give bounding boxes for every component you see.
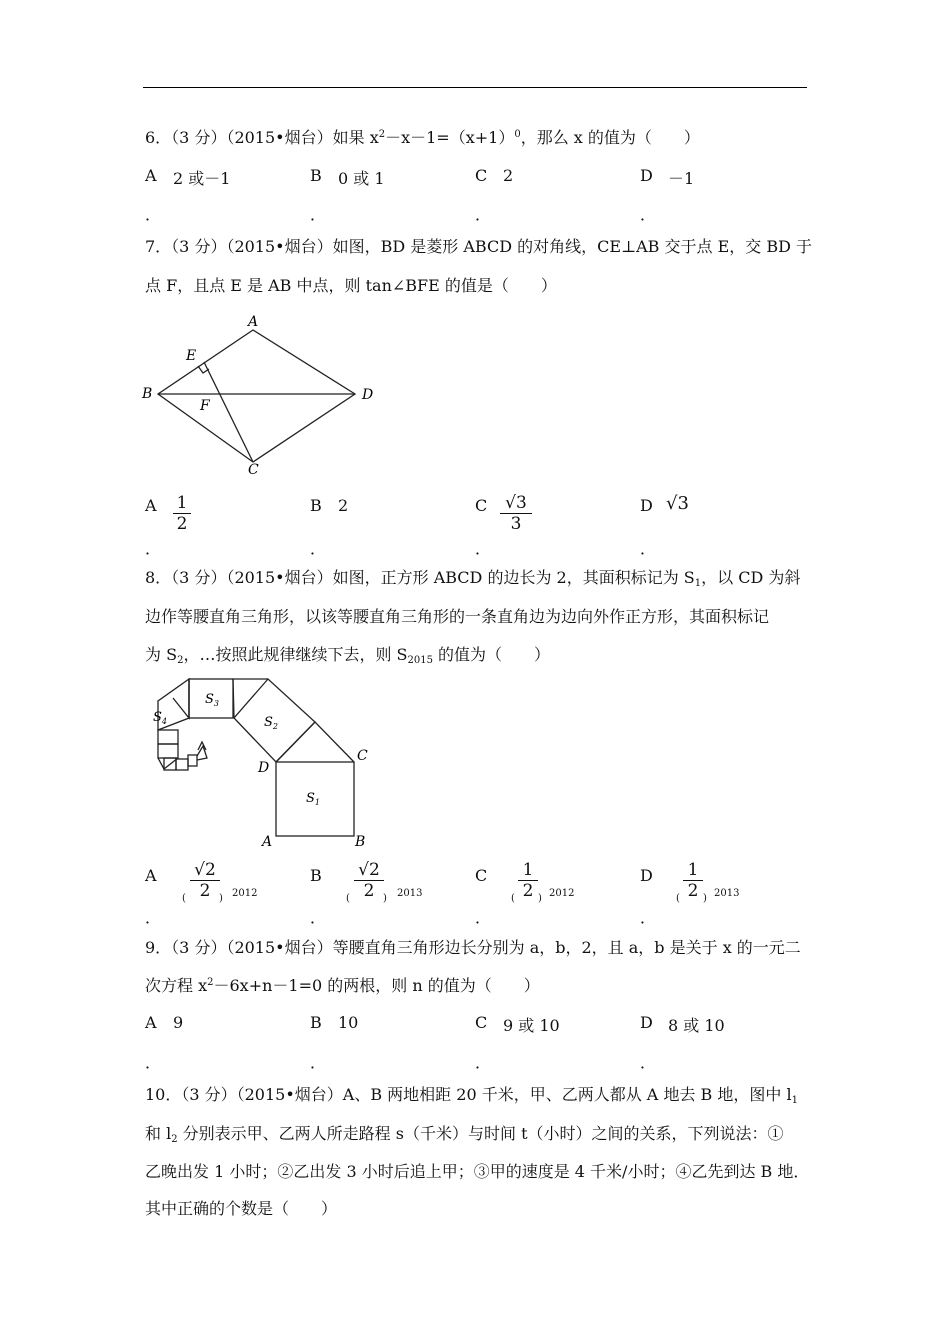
q8-option-d-letter: D	[640, 866, 653, 885]
q8-option-c-exp: 2012	[549, 888, 575, 899]
q7-dot-a: ．	[145, 539, 162, 558]
q7-option-a-den: 2	[176, 514, 188, 534]
q8-dot-d: ．	[640, 908, 657, 927]
q9-option-c-value: 9 或 10	[503, 1016, 560, 1035]
q8-option-c-num: 1	[522, 860, 534, 880]
q7-option-a-fraction	[173, 494, 191, 533]
q7-option-a-letter: A	[145, 496, 157, 515]
q6-option-b-letter: B	[310, 166, 322, 185]
q8-option-b-den: 2	[363, 881, 375, 901]
q8-option-b-paren-r: )	[383, 893, 387, 904]
q8-option-c-paren-l: (	[511, 893, 515, 904]
q8-option-a-letter: A	[145, 866, 157, 885]
q7-option-b-letter: B	[310, 496, 322, 515]
q8-option-c-den: 2	[522, 881, 534, 901]
q9-option-d-letter: D	[640, 1013, 653, 1032]
top-rule	[143, 87, 807, 88]
q9-dot-b: ．	[310, 1053, 327, 1072]
q8-option-a-num: √2	[194, 860, 216, 880]
q7-option-c-letter: C	[475, 496, 488, 515]
q10-stem-line3: 乙晚出发 1 小时；②乙出发 3 小时后追上甲；③甲的速度是 4 千米/小时；④乙先到达 B 地．	[145, 1162, 810, 1181]
q9-dot-d: ．	[640, 1053, 657, 1072]
q8-option-a-paren-l: (	[182, 893, 186, 904]
q6-dot-c: ．	[475, 205, 492, 224]
q6-option-a-letter: A	[145, 166, 157, 185]
q7-option-c-fraction	[500, 494, 532, 533]
q6-option-d-value: －1	[668, 169, 695, 188]
q8-label-s3: $S_3$	[205, 692, 219, 708]
q8-option-d-exp: 2013	[714, 888, 740, 899]
q8-option-b-fraction	[354, 861, 384, 900]
q9-option-b-letter: B	[310, 1013, 322, 1032]
q8-dot-a: ．	[145, 908, 162, 927]
q7-option-d-value: √3	[666, 493, 689, 514]
q7-label-b: B	[142, 386, 153, 402]
q8-option-c-fraction	[518, 861, 538, 900]
q9-option-b-value: 10	[338, 1013, 359, 1032]
q8-label-d: D	[258, 760, 270, 776]
q6-option-d-letter: D	[640, 166, 653, 185]
q8-option-d-paren-r: )	[703, 893, 707, 904]
q8-stem-line3: 为 $S_2$，…按照此规律继续下去，则 $S_{2015}$ 的值为（ ）	[145, 645, 551, 666]
q7-rhombus-figure	[140, 312, 380, 477]
q8-option-c-letter: C	[475, 866, 488, 885]
q9-option-a-value: 9	[173, 1013, 184, 1032]
q8-option-a-exp: 2012	[232, 888, 258, 899]
q6-option-b-value: 0 或 1	[338, 169, 385, 188]
q10-stem-line4: 其中正确的个数是（ ）	[145, 1199, 338, 1218]
q10-stem-line2: 和 $l_2$ 分别表示甲、乙两人所走路程 s（千米）与时间 t（小时）之间的关系，下列说法：①	[145, 1124, 784, 1145]
q8-label-c: C	[357, 748, 368, 764]
q7-stem-line2: 点 F，且点 E 是 AB 中点，则 tan∠BFE 的值是（ ）	[145, 276, 557, 295]
q9-stem-line2: 次方程 $x^2-6x+n-1=0$ 的两根，则 n 的值为（ ）	[145, 976, 540, 995]
q7-option-c-den: 3	[510, 514, 522, 534]
q6-option-a-value: 2 或－1	[173, 169, 231, 188]
q7-dot-c: ．	[475, 539, 492, 558]
q6-dot-d: ．	[640, 205, 657, 224]
q9-option-a-letter: A	[145, 1013, 157, 1032]
q8-label-b: B	[355, 834, 366, 850]
q6-dot-a: ．	[145, 205, 162, 224]
q8-stem-line1: 8．（3 分）（2015•烟台）如图，正方形 ABCD 的边长为 2，其面积标记为 $S_1$，以 CD 为斜	[145, 568, 801, 589]
q8-label-s2: $S_2$	[264, 715, 278, 731]
q8-label-s4: $S_4$	[153, 710, 167, 726]
q6-stem: 6．（3 分）（2015•烟台）如果 $x^2-x-1=(x+1)^0$，那么 x 的值为（ ）	[145, 128, 700, 147]
q8-option-d-paren-l: (	[676, 893, 680, 904]
q7-dot-b: ．	[310, 539, 327, 558]
q7-stem-line1: 7．（3 分）（2015•烟台）如图，BD 是菱形 ABCD 的对角线，CE⊥AB 交于点 E，交 BD 于	[145, 237, 813, 256]
q8-option-b-letter: B	[310, 866, 322, 885]
q7-label-a: A	[248, 314, 259, 330]
q8-option-d-fraction	[683, 861, 703, 900]
q7-option-a-num: 1	[176, 493, 188, 513]
q8-dot-b: ．	[310, 908, 327, 927]
q8-option-b-paren-l: (	[346, 893, 350, 904]
q10-stem-line1: 10．（3 分）（2015•烟台）A、B 两地相距 20 千米，甲、乙两人都从 A 地去 B 地，图中 $l_1$	[145, 1085, 798, 1106]
q9-option-d-value: 8 或 10	[668, 1016, 725, 1035]
q7-option-d-letter: D	[640, 496, 653, 515]
q8-squares-figure	[140, 674, 380, 850]
q8-option-b-num: √2	[358, 860, 380, 880]
q7-label-c: C	[248, 462, 259, 477]
q6-option-c-value: 2	[503, 166, 514, 185]
q8-stem-line2: 边作等腰直角三角形，以该等腰直角三角形的一条直角边为边向外作正方形，其面积标记	[145, 607, 770, 626]
q8-option-c-paren-r: )	[538, 893, 542, 904]
q8-option-b-exp: 2013	[397, 888, 423, 899]
q7-dot-d: ．	[640, 539, 657, 558]
q9-option-c-letter: C	[475, 1013, 488, 1032]
q8-option-a-den: 2	[199, 881, 211, 901]
q8-label-s1: $S_1$	[306, 791, 320, 807]
q6-option-c-letter: C	[475, 166, 488, 185]
q8-option-a-paren-r: )	[219, 893, 223, 904]
q9-dot-a: ．	[145, 1053, 162, 1072]
q8-option-d-den: 2	[687, 881, 699, 901]
q9-stem-line1: 9．（3 分）（2015•烟台）等腰直角三角形边长分别为 a，b，2，且 a，b 是关于 x 的一元二	[145, 938, 801, 957]
q7-label-d: D	[362, 387, 374, 403]
q6-dot-b: ．	[310, 205, 327, 224]
q9-dot-c: ．	[475, 1053, 492, 1072]
q7-option-c-num: √3	[505, 493, 527, 513]
q7-option-b-value: 2	[338, 496, 349, 515]
q7-label-e: E	[186, 348, 197, 364]
q8-label-a: A	[262, 834, 273, 850]
q8-option-d-num: 1	[687, 860, 699, 880]
q8-option-a-fraction	[190, 861, 220, 900]
q7-label-f: F	[200, 398, 210, 414]
q8-dot-c: ．	[475, 908, 492, 927]
